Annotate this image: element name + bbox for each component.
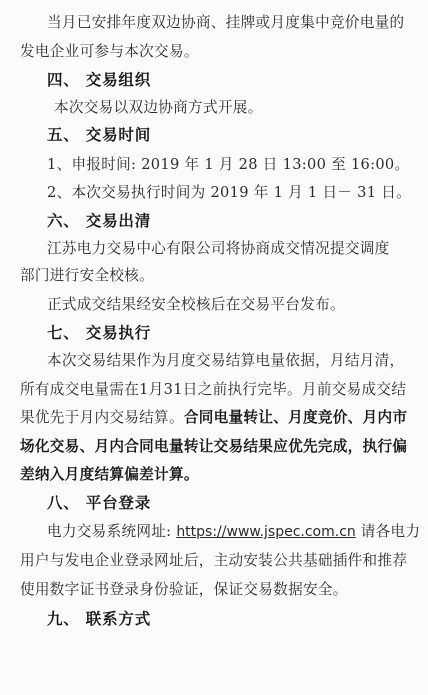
section-eight-line-1-prefix: 电力交易系统网址:: [47, 523, 177, 540]
section-nine-heading: 九、 联系方式: [47, 609, 151, 628]
section-four-heading: 四、 交易组织: [47, 70, 151, 89]
section-seven-line-3-plain: 果优先于月内交易结算。: [20, 409, 184, 426]
intro-line-2: 发电企业可参与本次交易。: [20, 43, 199, 60]
section-five-heading: 五、 交易时间: [47, 125, 151, 144]
platform-url-link[interactable]: https://www.jspec.com.cn: [176, 524, 356, 540]
section-seven-line-2: 所有成交电量需在1月31日之前执行完毕。月前交易成交结: [20, 381, 407, 398]
section-four-line-1: 本次交易以双边协商方式开展。: [54, 99, 263, 116]
section-seven-heading: 七、 交易执行: [47, 323, 151, 342]
section-eight-line-2: 用户与发电企业登录网址后，主动安装公共基础插件和推荐: [20, 552, 408, 569]
section-seven-line-3-bold: 合同电量转让、月度竞价、月内市: [183, 409, 408, 426]
section-six-line-2: 部门进行安全校核。: [20, 267, 155, 284]
section-six-heading: 六、 交易出清: [47, 211, 151, 230]
section-five-item-2: 2、本次交易执行时间为 2019 年 1 月 1 日－ 31 日。: [47, 184, 412, 201]
section-six-line-3: 正式成交结果经安全校核后在交易平台发布。: [47, 296, 345, 313]
section-eight-line-1: [47, 522, 420, 542]
section-eight-line-3: 使用数字证书登录身份验证，保证交易数据安全。: [20, 581, 348, 598]
intro-line-1: 当月已安排年度双边协商、挂牌或月度集中竞价电量的: [47, 14, 405, 31]
section-eight-line-1-suffix: 请各电力: [355, 523, 421, 540]
section-five-item-1: 1、申报时间: 2019 年 1 月 28 日 13:00 至 16:00。: [47, 156, 410, 173]
section-seven-line-4: 场化交易、月内合同电量转让交易结果应优先完成，执行偏: [20, 438, 408, 455]
section-six-line-1: 江苏电力交易中心有限公司将协商成交情况提交调度: [47, 240, 390, 257]
section-eight-heading: 八、 平台登录: [47, 493, 151, 512]
section-seven-line-3: [20, 408, 407, 428]
section-seven-line-1: 本次交易结果作为月度交易结算电量依据，月结月清，: [47, 352, 405, 369]
section-seven-line-5: 差纳入月度结算偏差计算。: [20, 466, 199, 483]
